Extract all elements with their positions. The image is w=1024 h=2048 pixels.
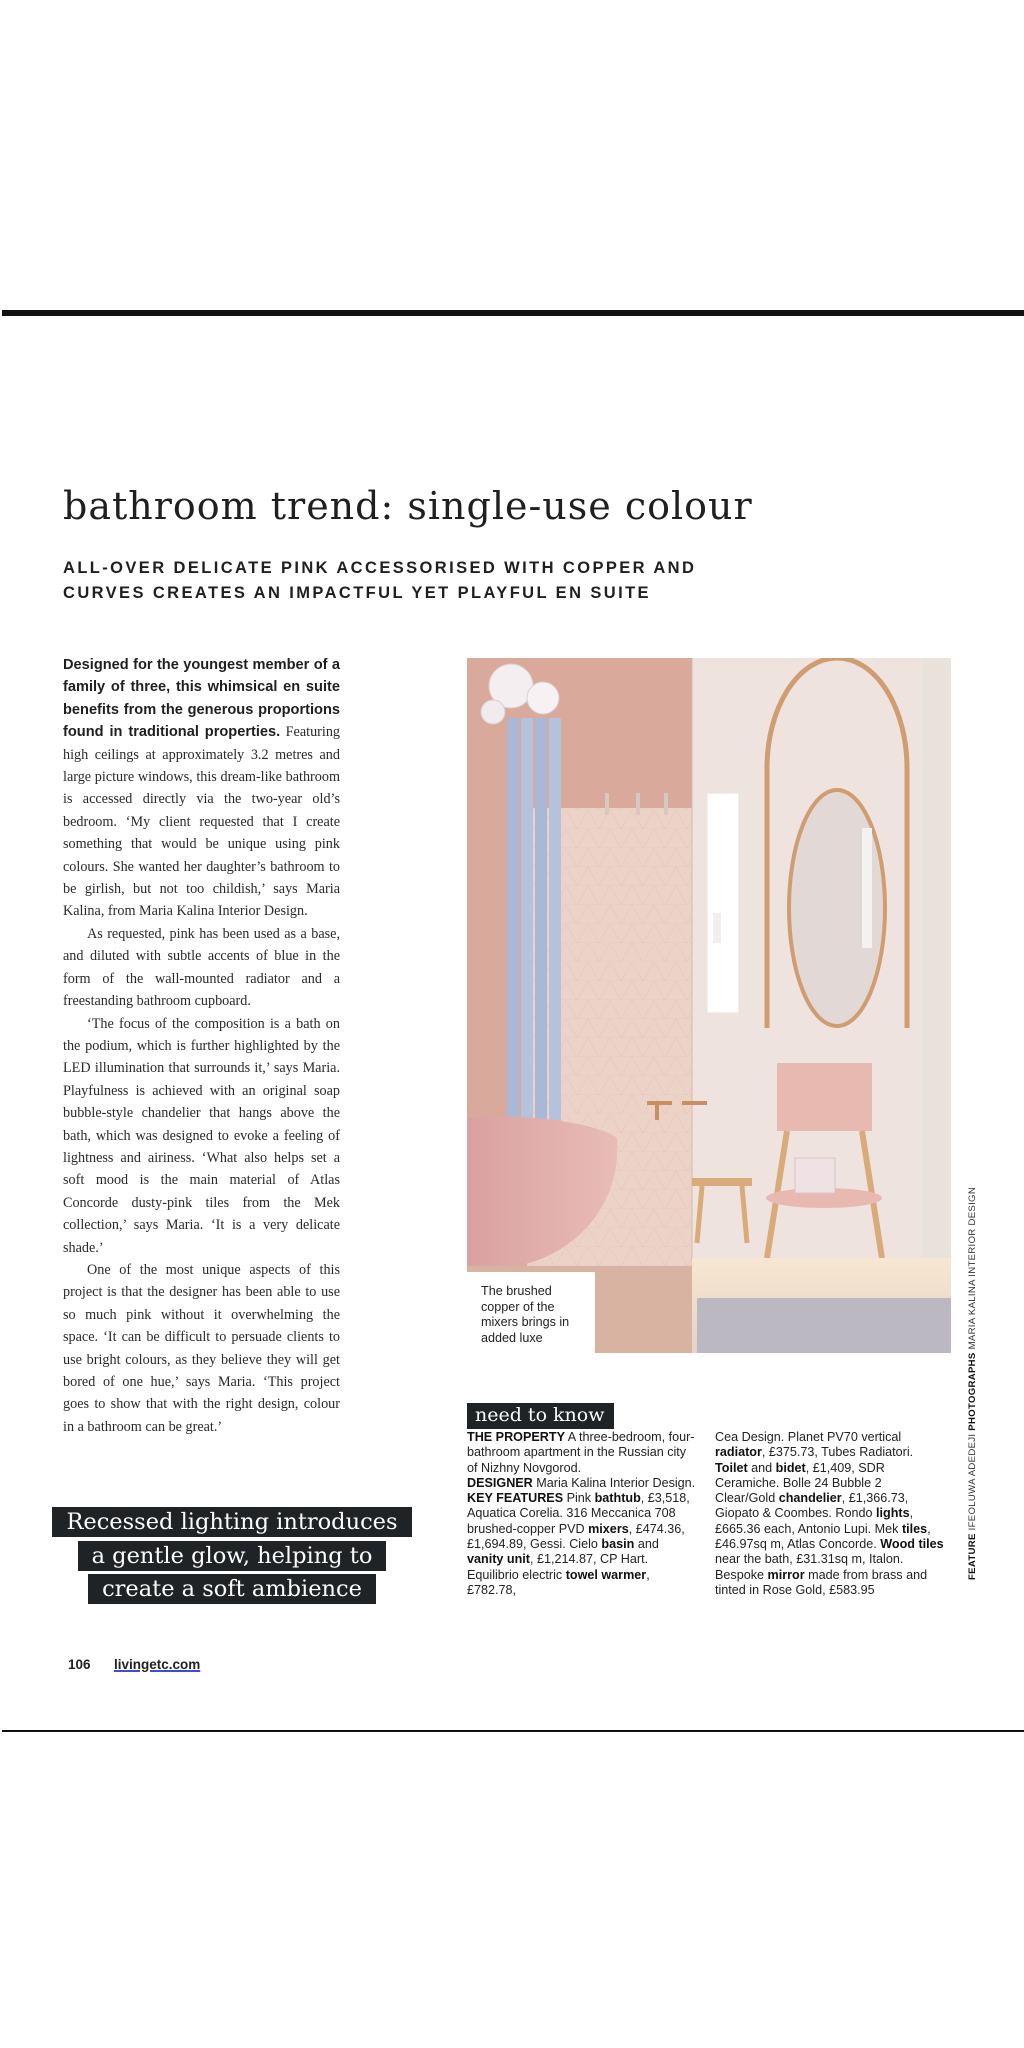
article-body <box>63 654 340 1438</box>
photo-credit <box>967 1160 978 1580</box>
body-paragraph: As requested, pink has been used as a base, and diluted with subtle accents of blue in the form of the wall-mounted radiator and a freestanding bathroom cupboard. <box>63 925 340 1010</box>
body-paragraph: One of the most unique aspects of this project is that the designer has been able to use so much pink without it overwhelming the space. ‘It can be difficult to persuade clients to use bright colours, as they believe they will get bored of one hue,’ says Maria. ‘This project goes to show that with the right design, colour in a bathroom can be great.’ <box>63 1261 340 1435</box>
body-paragraph <box>63 654 340 923</box>
pull-quote-line: create a soft ambience <box>42 1573 422 1607</box>
photo-caption <box>467 1272 595 1353</box>
photo-caption-text: The brushed copper of the mixers brings in added luxe <box>481 1284 570 1345</box>
site-url-link[interactable]: livingetc.com <box>114 1657 201 1672</box>
pull-quote-line: a gentle glow, helping to <box>42 1540 422 1574</box>
top-rule <box>2 310 1024 316</box>
credit-feature-name: IFEOLUWA ADEDEJI <box>967 1433 978 1531</box>
credit-photos-name: MARIA KALINA INTERIOR DESIGN <box>967 1186 978 1350</box>
article-title: bathroom trend: single-use colour <box>63 484 753 528</box>
body-text: Featuring high ceilings at approximately 3.2 metres and large picture windows, this dream-like bathroom is accessed directly via the two-year old’s bedroom. ‘My client requested that I create something that would be unique using pink colours. She wanted her daughter’s bathroom to be girlish, but not too childish,’ says Maria Kalina, from Maria Kalina Interior Design. <box>63 724 341 920</box>
need-to-know-left-column: THE PROPERTY A three-bedroom, four-bathroom apartment in the Russian city of Nizhny Novgorod. DESIGNER Maria Kalina Interior Design. KEY FEATURES Pink bathtub, £3,518, Aquatica Corelia. 316 Meccanica 708 brushed-copper PVD mixers, £474.36, £1,694.89, Gessi. Cielo basin and vanity unit, £1,214.87, CP Hart. Equilibrio electric towel warmer, £782.78, <box>467 1430 696 1597</box>
body-paragraph: ‘The focus of the composition is a bath on the podium, which is further highlighted by the LED illumination that surrounds it,’ says Maria. Playfulness is achieved with an original soap bubble-style chandelier that hangs above the bath, which was designed to evoke a feeling of lightness and airiness. ‘What also helps set a soft mood is the main material of Atlas Concorde dusty-pink tiles from the Mek collection,’ says Maria. ‘It is a very delicate shade.’ <box>63 1015 340 1256</box>
page-number: 106 <box>68 1657 91 1672</box>
pull-quote <box>42 1506 422 1607</box>
need-to-know-right-column: Cea Design. Planet PV70 vertical radiator, £375.73, Tubes Radiatori. Toilet and bidet, £1,409, SDR Ceramiche. Bolle 24 Bubble 2 Clear/Gold chandelier, £1,366.73, Giopato & Coombes. Rondo lights, £665.36 each, Antonio Lupi. Mek tiles, £46.97sq m, Atlas Concorde. Wood tiles near the bath, £31.31sq m, Italon. Bespoke mirror made from brass and tinted in Rose Gold, £583.95 <box>715 1430 944 1597</box>
bottom-rule <box>2 1730 1024 1732</box>
credit-photos-label: PHOTOGRAPHS <box>967 1352 978 1431</box>
credit-feature-label: FEATURE <box>967 1533 978 1580</box>
lead-text: Designed for the youngest member of a family of three, this whimsical en suite benefits from the generous proportions found in traditional properties. <box>63 657 340 741</box>
bathroom-photo <box>467 658 951 1353</box>
article-subtitle: ALL-OVER DELICATE PINK ACCESSORISED WITH COPPER AND CURVES CREATES AN IMPACTFUL YET PLAYFUL EN SUITE <box>63 559 697 602</box>
need-to-know-heading: need to know <box>467 1403 614 1429</box>
pull-quote-line: Recessed lighting introduces <box>42 1506 422 1540</box>
